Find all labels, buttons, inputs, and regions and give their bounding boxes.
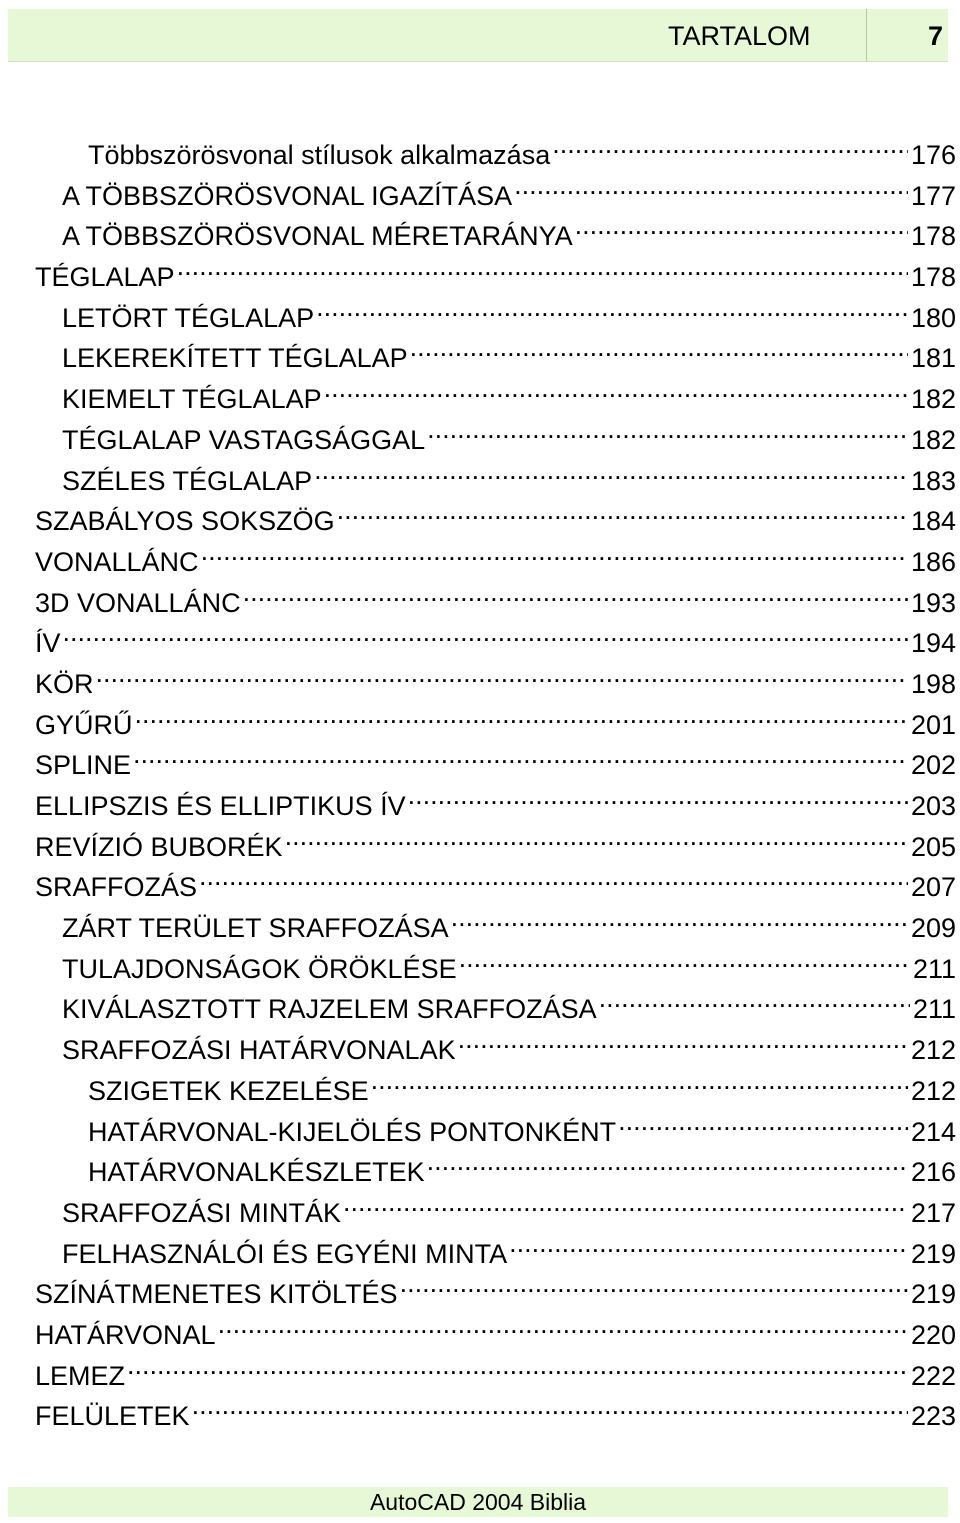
toc-dot-leader <box>618 1101 908 1141</box>
toc-entry-page: 202 <box>910 750 956 781</box>
toc-entry[interactable] <box>0 124 960 170</box>
toc-entry-label: ZÁRT TERÜLET SRAFFOZÁSA <box>62 913 449 944</box>
header-divider <box>866 9 867 61</box>
toc-dot-leader <box>514 165 908 205</box>
toc-dot-leader <box>177 246 908 286</box>
toc-entry-label: SZABÁLYOS SOKSZÖG <box>35 506 335 537</box>
toc-entry-page: 214 <box>910 1116 956 1147</box>
toc-entry[interactable] <box>0 897 960 944</box>
toc-entry[interactable] <box>0 1060 960 1106</box>
toc-dot-leader <box>218 1304 908 1344</box>
toc-entry-label: KIEMELT TÉGLALAP <box>62 384 322 415</box>
toc-dot-leader <box>599 978 910 1018</box>
toc-entry-page: 222 <box>910 1360 956 1391</box>
header-page-number: 7 <box>928 21 944 51</box>
toc-dot-leader <box>552 124 908 164</box>
toc-entry[interactable] <box>0 531 960 577</box>
toc-entry-label: HATÁRVONAL <box>35 1319 216 1350</box>
toc-entry-page: 182 <box>910 424 956 455</box>
toc-entry-page: 193 <box>910 587 956 618</box>
toc-entry-label: LEMEZ <box>35 1360 126 1391</box>
toc-dot-leader <box>96 653 908 693</box>
toc-entry-page: 201 <box>910 709 956 740</box>
toc-entry[interactable] <box>0 1019 960 1066</box>
toc-entry[interactable] <box>0 450 960 496</box>
toc-dot-leader <box>324 368 908 408</box>
toc-entry-page: 181 <box>910 343 956 374</box>
toc-entry[interactable] <box>0 856 960 903</box>
toc-entry-page: 212 <box>910 1035 956 1066</box>
toc-entry-label: GYŰRŰ <box>35 709 133 740</box>
toc-entry-label: KÖR <box>35 668 94 699</box>
toc-entry-label: 3D VONALLÁNC <box>35 587 241 618</box>
header-title: TARTALOM <box>668 21 811 51</box>
toc-dot-leader <box>408 775 908 815</box>
toc-entry-page: 205 <box>910 831 956 862</box>
toc-dot-leader <box>199 856 908 896</box>
toc-dot-leader <box>410 327 908 367</box>
toc-dot-leader <box>243 572 908 612</box>
toc-entry[interactable] <box>0 327 960 374</box>
toc-dot-leader <box>343 1182 908 1222</box>
toc-entry[interactable] <box>0 1101 960 1147</box>
toc-dot-leader <box>316 287 908 327</box>
toc-entry-label: HATÁRVONALKÉSZLETEK <box>88 1157 425 1188</box>
toc-entry-label: VONALLÁNC <box>35 546 199 577</box>
toc-entry-page: 177 <box>910 180 956 211</box>
toc-entry-label: TULAJDONSÁGOK ÖRÖKLÉSE <box>62 953 457 984</box>
table-of-contents <box>0 124 960 1432</box>
toc-entry-page: 211 <box>912 953 956 984</box>
toc-dot-leader <box>575 205 908 245</box>
footer-text: AutoCAD 2004 Biblia <box>369 1489 587 1515</box>
toc-entry-label: SZÉLES TÉGLALAP <box>62 465 313 496</box>
toc-entry[interactable] <box>0 775 960 821</box>
toc-entry-label: A TÖBBSZÖRÖSVONAL IGAZÍTÁSA <box>62 180 513 211</box>
toc-entry-page: 220 <box>910 1319 956 1350</box>
toc-dot-leader <box>451 897 908 937</box>
toc-entry-label: FELHASZNÁLÓI ÉS EGYÉNI MINTA <box>62 1238 508 1269</box>
toc-entry[interactable] <box>0 205 960 252</box>
toc-entry[interactable] <box>0 1345 960 1391</box>
toc-entry-page: 217 <box>910 1197 956 1228</box>
toc-entry[interactable] <box>0 1304 960 1350</box>
toc-entry[interactable] <box>0 612 960 659</box>
toc-entry-page: 216 <box>910 1157 956 1188</box>
toc-entry[interactable] <box>0 165 960 211</box>
toc-entry[interactable] <box>0 734 960 781</box>
toc-entry[interactable] <box>0 938 960 984</box>
toc-entry-line <box>35 1385 956 1436</box>
toc-entry-page: 184 <box>910 506 956 537</box>
toc-dot-leader <box>192 1385 908 1425</box>
toc-entry-label: SRAFFOZÁSI HATÁRVONALAK <box>62 1035 456 1066</box>
toc-dot-leader <box>509 1223 908 1263</box>
toc-entry-page: 180 <box>910 302 956 333</box>
toc-entry-label: REVÍZIÓ BUBORÉK <box>35 831 283 862</box>
toc-entry-page: 182 <box>910 384 956 415</box>
toc-entry-label: LEKEREKÍTETT TÉGLALAP <box>62 343 408 374</box>
toc-entry[interactable] <box>0 368 960 415</box>
toc-entry[interactable] <box>0 1223 960 1269</box>
page-header <box>8 9 948 62</box>
toc-entry-label: SZÍNÁTMENETES KITÖLTÉS <box>35 1279 398 1310</box>
toc-entry-label: SRAFFOZÁS <box>35 872 198 903</box>
toc-entry-page: 178 <box>910 221 956 252</box>
toc-entry-label: SRAFFOZÁSI MINTÁK <box>62 1197 342 1228</box>
toc-entry-page: 223 <box>910 1401 956 1432</box>
toc-entry-page: 203 <box>910 791 956 821</box>
toc-entry[interactable] <box>0 490 960 537</box>
toc-entry-page: 194 <box>910 628 956 659</box>
toc-dot-leader <box>127 1345 908 1385</box>
toc-dot-leader <box>427 409 908 449</box>
toc-entry[interactable] <box>0 816 960 862</box>
toc-entry[interactable] <box>0 1182 960 1228</box>
toc-entry[interactable] <box>0 572 960 618</box>
page-footer <box>8 1487 948 1517</box>
toc-entry-label: TÉGLALAP VASTAGSÁGGAL <box>62 424 426 455</box>
toc-dot-leader <box>459 938 910 978</box>
toc-entry-page: 219 <box>910 1238 956 1269</box>
toc-dot-leader <box>458 1019 908 1059</box>
toc-entry[interactable] <box>0 978 960 1025</box>
toc-entry-label: HATÁRVONAL-KIJELÖLÉS PONTONKÉNT <box>88 1116 617 1147</box>
toc-entry-label: SZIGETEK KEZELÉSE <box>88 1075 369 1106</box>
toc-dot-leader <box>135 694 908 734</box>
toc-dot-leader <box>337 490 908 530</box>
toc-dot-leader <box>201 531 908 571</box>
toc-entry[interactable] <box>0 1385 960 1432</box>
toc-entry-label: A TÖBBSZÖRÖSVONAL MÉRETARÁNYA <box>62 221 573 252</box>
toc-entry-label: ELLIPSZIS ÉS ELLIPTIKUS ÍV <box>35 791 406 821</box>
toc-entry-label: ÍV <box>35 628 61 659</box>
toc-entry-label: Többszörösvonal stílusok alkalmazása <box>88 140 551 170</box>
toc-entry[interactable] <box>0 694 960 740</box>
toc-dot-leader <box>400 1263 908 1303</box>
toc-entry-label: TÉGLALAP <box>35 262 175 293</box>
toc-dot-leader <box>427 1141 908 1181</box>
toc-entry[interactable] <box>0 409 960 455</box>
toc-entry[interactable] <box>0 287 960 333</box>
toc-entry[interactable] <box>0 246 960 293</box>
toc-entry-page: 183 <box>910 465 956 496</box>
toc-entry[interactable] <box>0 1141 960 1188</box>
toc-entry-label: KIVÁLASZTOTT RAJZELEM SRAFFOZÁSA <box>62 994 597 1025</box>
toc-entry[interactable] <box>0 653 960 699</box>
toc-entry-page: 207 <box>910 872 956 903</box>
toc-entry-page: 198 <box>910 668 956 699</box>
toc-entry-page: 209 <box>910 913 956 944</box>
toc-entry-page: 186 <box>910 546 956 577</box>
toc-dot-leader <box>285 816 908 856</box>
toc-entry[interactable] <box>0 1263 960 1310</box>
toc-entry-label: FELÜLETEK <box>35 1401 190 1432</box>
toc-dot-leader <box>371 1060 908 1100</box>
toc-entry-page: 212 <box>910 1075 956 1106</box>
toc-entry-label: SPLINE <box>35 750 132 781</box>
toc-dot-leader <box>63 612 908 652</box>
toc-dot-leader <box>133 734 908 774</box>
toc-entry-page: 178 <box>910 262 956 293</box>
toc-entry-page: 211 <box>912 994 956 1025</box>
toc-entry-page: 219 <box>910 1279 956 1310</box>
toc-entry-label: LETÖRT TÉGLALAP <box>62 302 315 333</box>
toc-dot-leader <box>314 450 908 490</box>
toc-entry-page: 176 <box>910 140 956 170</box>
